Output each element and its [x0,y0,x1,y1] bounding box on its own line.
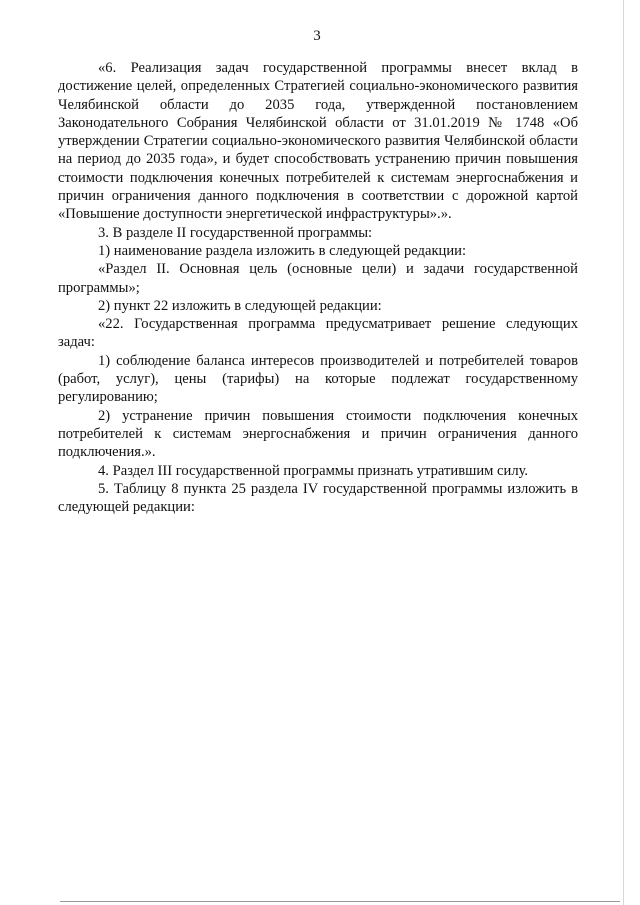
page-bottom-edge [60,901,620,902]
paragraph-item-5: 5. Таблицу 8 пункта 25 раздела IV государственной программы изложить в следующей редакции: [58,480,578,516]
paragraph-subitem-1-title: 1) наименование раздела изложить в следующей редакции: [98,242,467,259]
page-number: 3 [313,28,321,44]
paragraph-task-2: 2) устранение причин повышения стоимости подключения конечных потребителей к системам энергоснабжения и причин ограничения данного подключения.». [58,407,578,461]
document-body [58,59,578,516]
page-right-edge [623,0,624,905]
paragraph-subitem-2: 2) пункт 22 изложить в следующей редакции: [98,297,382,314]
paragraph-point-22: «22. Государственная программа предусматривает решение следующих задач: [58,316,578,351]
paragraph-item-3: 3. В разделе II государственной программы: [98,224,373,241]
paragraph-section-ii-title: «Раздел II. Основная цель (основные цели) и задачи государственной программы»; [58,261,578,296]
paragraph-item-4: 4. Раздел III государственной программы признать утратившим силу. [98,462,529,479]
paragraph-section-6: «6. Реализация задач государственной программы внесет вклад в достижение целей, определенных Стратегией социально-экономического развития Челябинской области до 2035 года, утвержденной постановлением Законодательного Собрания Челябинской области от 31.01.2019 № 1748 «Об утверждении Стратегии социально-экономического развития Челябинской области на период до 2035 года», и будет способствовать устранению причин повышения стоимости подключения конечных потребителей к системам энергоснабжения и причин ограничения данного подключения в соответствии с дорожной картой «Повышение доступности энергетической инфраструктуры».». [58,60,578,223]
paragraph-task-1: 1) соблюдение баланса интересов производителей и потребителей товаров (работ, услуг), цены (тарифы) на которые подлежат государственному регулированию; [58,352,578,406]
